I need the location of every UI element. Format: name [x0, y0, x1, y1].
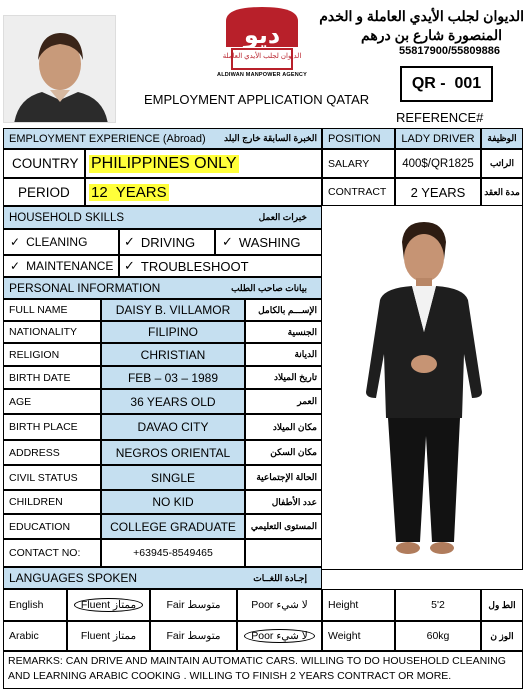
personal-field-value: FEB – 03 – 1989	[101, 366, 245, 389]
country-value: PHILIPPINES ONLY	[91, 154, 237, 172]
personal-field-label-arabic: مكان السكن	[245, 440, 322, 465]
personal-field-value: DAISY B. VILLAMOR	[101, 299, 245, 321]
check-icon: ✓	[124, 258, 135, 273]
personal-field-label-arabic: تاريخ الميلاد	[245, 366, 322, 389]
personal-field-label: ADDRESS	[3, 440, 101, 465]
personal-field-label: BIRTH DATE	[3, 366, 101, 389]
position-label: POSITION	[322, 128, 395, 149]
logo-caption-english: ALDIWAN MANPOWER AGENCY	[217, 72, 307, 78]
personal-field-label-arabic: العمر	[245, 389, 322, 414]
personal-field-label-arabic: عدد الأطفال	[245, 490, 322, 514]
languages-label: LANGUAGES SPOKEN	[9, 571, 138, 585]
country-value-cell	[85, 149, 322, 178]
personal-field-label-arabic	[245, 539, 322, 567]
skill-cleaning	[3, 229, 119, 255]
experience-header	[3, 128, 322, 149]
english-poor: Poor لا شيء	[237, 589, 322, 621]
arabic-poor-cell	[237, 621, 322, 651]
skills-label-arabic: خبرات العمل	[258, 212, 307, 222]
personal-header	[3, 277, 322, 299]
personal-field-label: RELIGION	[3, 343, 101, 366]
check-icon: ✓	[124, 234, 135, 249]
skill-troubleshoot	[119, 255, 322, 277]
check-icon: ✓	[10, 235, 21, 249]
english-fair: Fair متوسط	[150, 589, 237, 621]
skills-label: HOUSEHOLD SKILLS	[9, 211, 125, 224]
personal-field-label: CIVIL STATUS	[3, 465, 101, 490]
skill-label: CLEANING	[26, 235, 88, 249]
period-value: 12 YEARS	[91, 183, 167, 201]
english-fluent-cell	[67, 589, 150, 621]
weight-label: Weight	[322, 621, 395, 651]
agency-address-arabic: المنصورة شارع بن درهم	[361, 27, 502, 43]
height-label-arabic: الط ول	[481, 589, 523, 621]
personal-field-value: SINGLE	[101, 465, 245, 490]
skill-maintenance	[3, 255, 119, 277]
arabic-fair: Fair متوسط	[150, 621, 237, 651]
contract-label: CONTRACT	[322, 178, 395, 206]
personal-field-label: CONTACT NO:	[3, 539, 101, 567]
remarks: REMARKS: CAN DRIVE AND MAINTAIN AUTOMATIC CARS. WILLING TO DO HOUSEHOLD CLEANING AND LEARNING ARABIC COOKING . WILLING TO FINISH 2 YEARS CONTRACT OR MORE.	[3, 651, 523, 689]
personal-field-label: FULL NAME	[3, 299, 101, 321]
personal-field-value: CHRISTIAN	[101, 343, 245, 366]
weight-value: 60kg	[395, 621, 481, 651]
salary-label-arabic: الراتب	[481, 149, 523, 178]
personal-field-label-arabic: الإســـم بالكامل	[245, 299, 322, 321]
period-value-cell	[85, 178, 322, 206]
personal-field-label: NATIONALITY	[3, 321, 101, 343]
arabic-poor-selected: Poor لا شيء	[244, 629, 315, 643]
personal-field-value: DAVAO CITY	[101, 414, 245, 440]
height-value: 5'2	[395, 589, 481, 621]
height-label: Height	[322, 589, 395, 621]
check-icon: ✓	[222, 234, 233, 249]
agency-phones: 55817900/55809886	[399, 45, 500, 57]
skill-label: TROUBLESHOOT	[140, 258, 249, 274]
contract-value: 2 YEARS	[395, 178, 481, 206]
qr-code-box	[400, 66, 493, 102]
skill-label: DRIVING	[140, 234, 196, 250]
salary-label: SALARY	[322, 149, 395, 178]
languages-header	[3, 567, 322, 589]
language-arabic: Arabic	[3, 621, 67, 651]
arabic-fluent: Fluent ممتاز	[67, 621, 150, 651]
personal-field-value: 36 YEARS OLD	[101, 389, 245, 414]
personal-field-label-arabic: مكان الميلاد	[245, 414, 322, 440]
skill-label: MAINTENANCE	[26, 259, 114, 273]
personal-label-arabic: بيانات صاحب الطلب	[231, 282, 307, 293]
agency-name-arabic: الديوان لجلب الأيدي العاملة و الخدم	[319, 8, 524, 24]
personal-field-value: FILIPINO	[101, 321, 245, 343]
personal-label: PERSONAL INFORMATION	[9, 281, 161, 295]
reference-label: REFERENCE#	[396, 110, 484, 125]
applicant-portrait-photo	[3, 15, 116, 123]
personal-field-value: +63945-8549465	[101, 539, 245, 567]
svg-text:ديو: ديو	[243, 21, 281, 49]
position-value: LADY DRIVER	[395, 128, 481, 149]
check-icon: ✓	[10, 259, 21, 273]
personal-field-value: NO KID	[101, 490, 245, 514]
skill-driving	[119, 229, 215, 255]
salary-value: 400$/QR1825	[395, 149, 481, 178]
agency-logo	[218, 3, 306, 83]
experience-label-arabic: الخبرة السابقة خارج البلد	[224, 133, 317, 143]
personal-field-label-arabic: الديانة	[245, 343, 322, 366]
languages-label-arabic: إجـادة اللغــات	[253, 572, 307, 583]
qr-code-value: QR - 001	[411, 75, 482, 92]
language-english: English	[3, 589, 67, 621]
experience-label: EMPLOYMENT EXPERIENCE (Abroad)	[9, 132, 206, 145]
personal-field-label-arabic: المستوى التعليمي	[245, 514, 322, 539]
personal-field-value: NEGROS ORIENTAL	[101, 440, 245, 465]
applicant-full-body-photo	[344, 214, 500, 564]
logo-caption-arabic: الديوان لجلب الأيدي العاملة	[222, 53, 302, 60]
position-label-arabic: الوظيفة	[481, 128, 523, 149]
skills-header	[3, 206, 322, 229]
personal-field-label: BIRTH PLACE	[3, 414, 101, 440]
weight-label-arabic: الوز ن	[481, 621, 523, 651]
personal-field-label: AGE	[3, 389, 101, 414]
personal-field-value: COLLEGE GRADUATE	[101, 514, 245, 539]
skill-washing	[215, 229, 322, 255]
period-label: PERIOD	[3, 178, 85, 206]
personal-field-label: CHILDREN	[3, 490, 101, 514]
skill-label: WASHING	[238, 234, 301, 250]
personal-field-label-arabic: الحالة الإجتماعية	[245, 465, 322, 490]
personal-field-label: EDUCATION	[3, 514, 101, 539]
contract-label-arabic: مدة العقد	[481, 178, 523, 206]
applicant-full-body-photo-frame	[322, 206, 523, 570]
personal-field-label-arabic: الجنسية	[245, 321, 322, 343]
english-fluent-selected: Fluent ممتاز	[74, 598, 143, 612]
country-label: COUNTRY	[3, 149, 85, 178]
page-title: EMPLOYMENT APPLICATION QATAR	[144, 92, 370, 107]
